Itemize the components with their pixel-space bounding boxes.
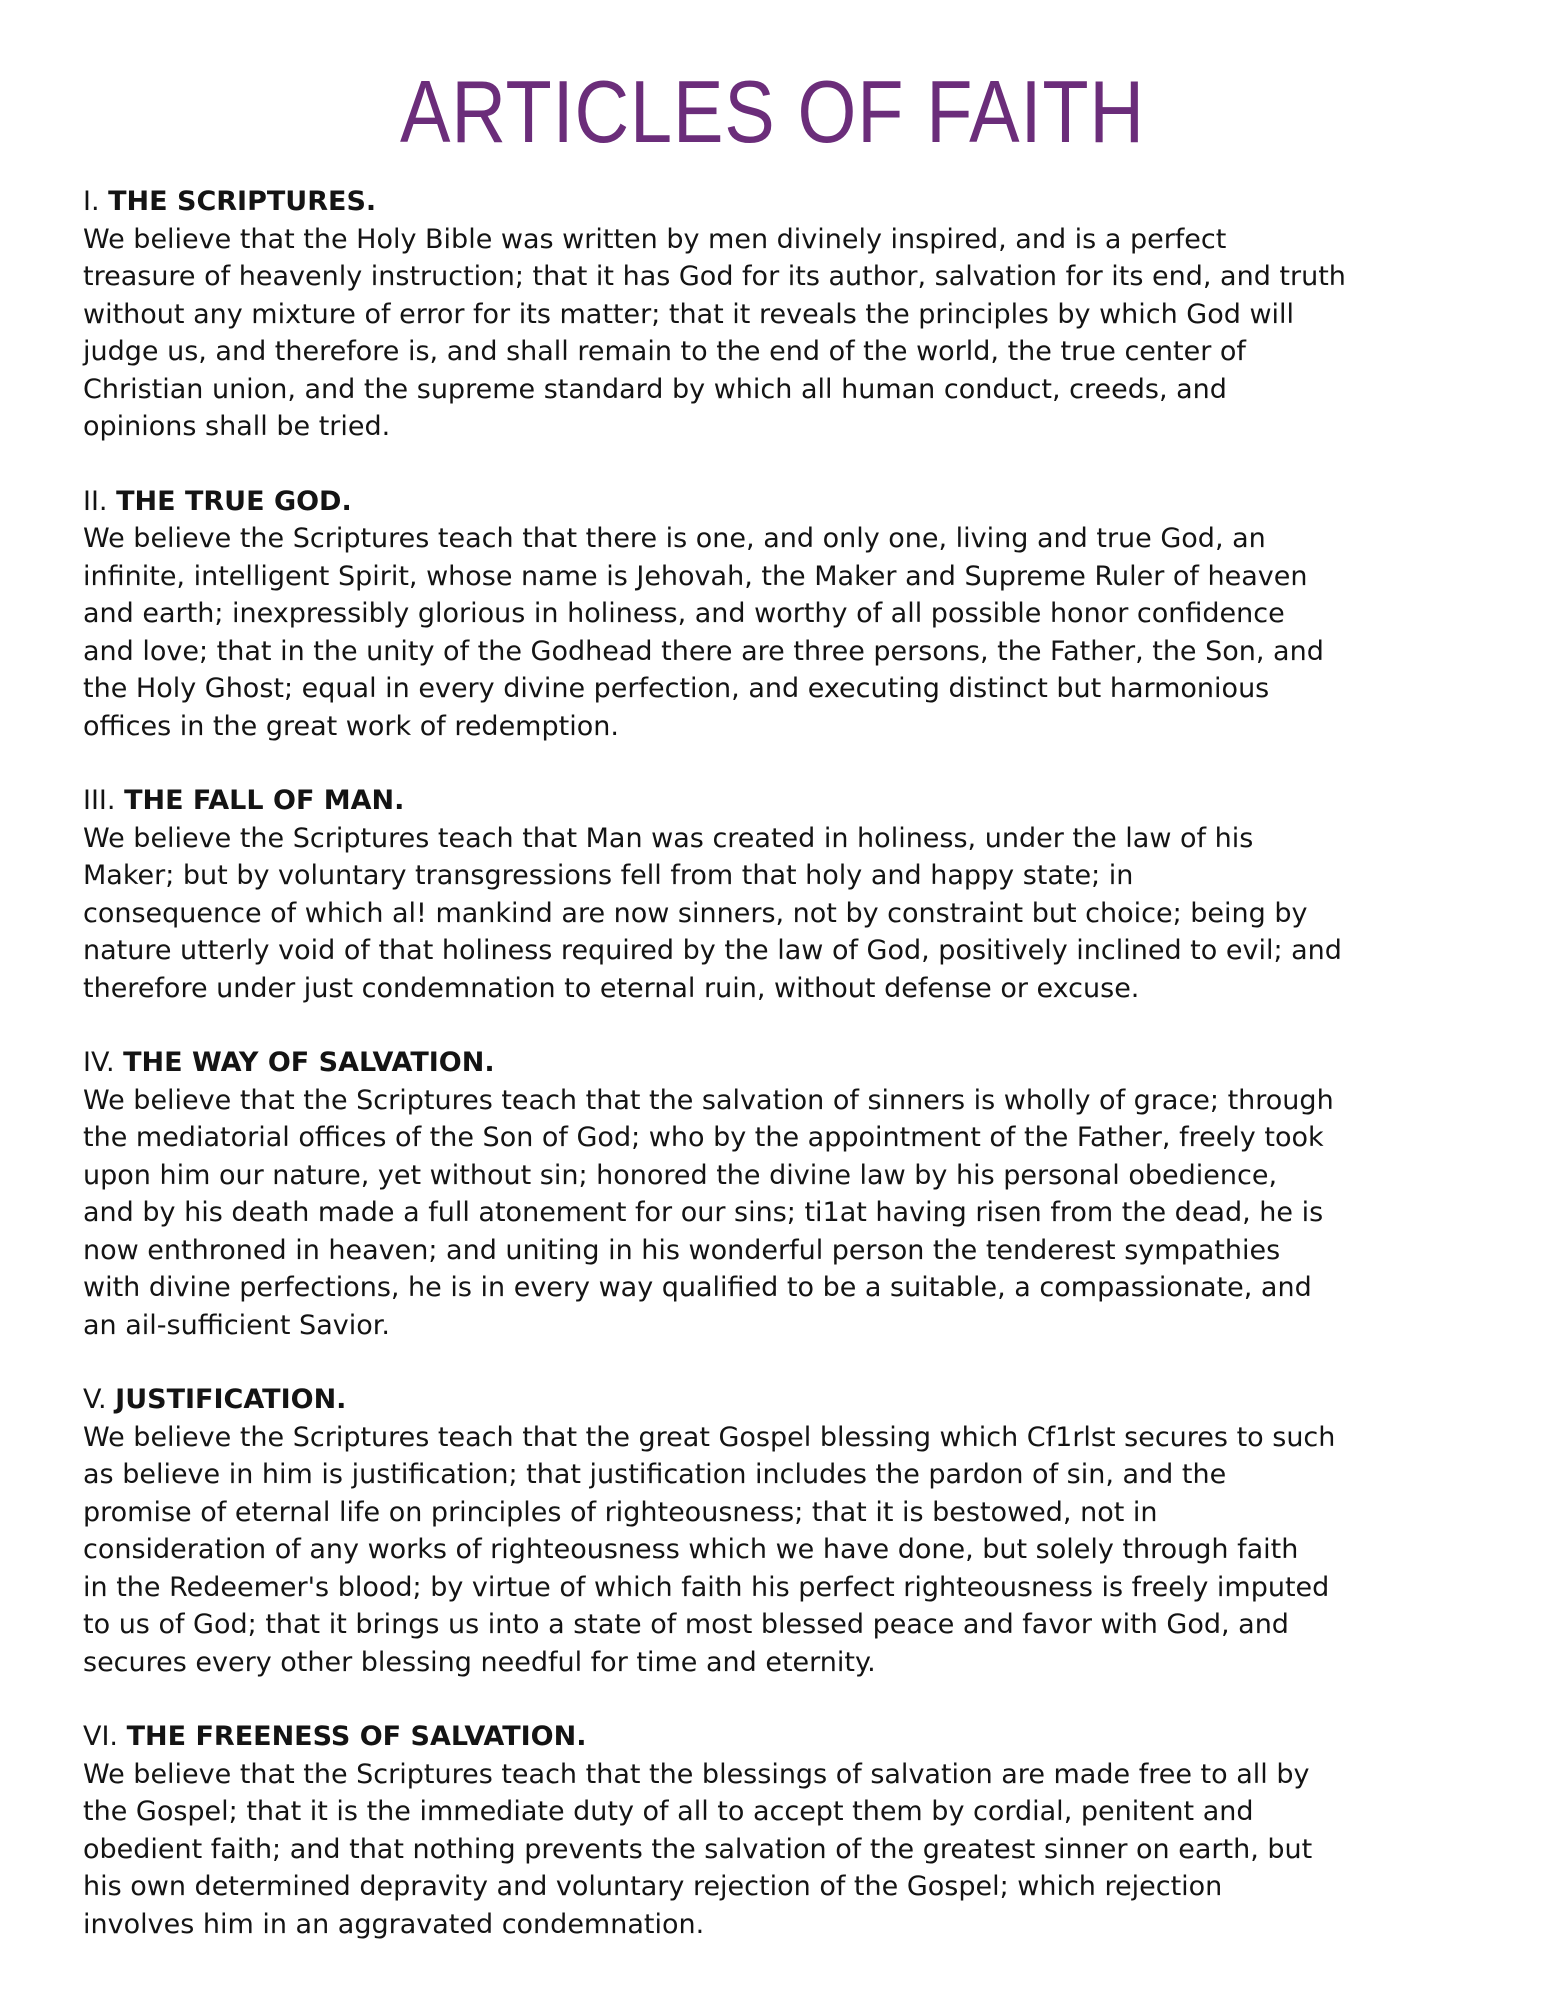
article-title: THE WAY OF SALVATION. (123, 1047, 495, 1078)
article-body-line: involves him in an aggravated condemnation. (83, 1908, 705, 1940)
article-body-line: therefore under just condemnation to eternal ruin, without defense or excuse. (83, 972, 1140, 1004)
article-body-line: the mediatorial offices of the Son of God; who by the appointment of the Father, freely took (83, 1122, 1324, 1153)
article-body (83, 520, 1483, 745)
article-title: THE FREENESS OF SALVATION. (126, 1721, 587, 1752)
article-section (83, 1044, 1483, 1344)
article-body-line: judge us, and therefore is, and shall remain to the end of the world, the true center of (83, 336, 1246, 367)
article-title: THE FALL OF MAN. (124, 785, 405, 816)
article-section (83, 183, 1483, 446)
article-body-line: to us of God; that it brings us into a state of most blessed peace and favor with God, and (83, 1609, 1289, 1640)
article-section (83, 1718, 1483, 1943)
article-body-line: and earth; inexpressibly glorious in holiness, and worthy of all possible honor confidence (83, 598, 1285, 629)
article-heading (83, 1381, 1483, 1419)
article-heading (83, 183, 1483, 221)
article-body-line: obedient faith; and that nothing prevents the salvation of the greatest sinner on earth, but (83, 1833, 1313, 1865)
article-body-line: We believe the Scriptures teach that the great Gospel blessing which Cf1rlst secures to such (83, 1421, 1336, 1453)
article-body-line: offices in the great work of redemption. (83, 710, 619, 742)
article-title: JUSTIFICATION. (115, 1384, 347, 1415)
article-body-line: We believe the Scriptures teach that there is one, and only one, living and true God, an (83, 523, 1266, 554)
article-numeral: III. (83, 785, 116, 816)
article-body-line: infinite, intelligent Spirit, whose name is Jehovah, the Maker and Supreme Ruler of heaven (83, 560, 1308, 592)
article-body-line: promise of eternal life on principles of righteousness; that it is bestowed, not in (83, 1496, 1158, 1528)
article-body-line: and by his death made a full atonement for our sins; ti1at having risen from the dead, he is (83, 1197, 1324, 1228)
article-body-line: We believe that the Scriptures teach that the salvation of sinners is wholly of grace; through (83, 1084, 1334, 1116)
article-body-line: in the Redeemer's blood; by virtue of which faith his perfect righteousness is freely imputed (83, 1571, 1330, 1603)
article-body-line: without any mixture of error for its matter; that it reveals the principles by which God will (83, 298, 1295, 330)
article-body-line: nature utterly void of that holiness required by the law of God, positively inclined to evil; and (83, 935, 1342, 966)
article-body (83, 221, 1483, 446)
article-body-line: treasure of heavenly instruction; that it has God for its author, salvation for its end, and truth (83, 261, 1346, 292)
article-body (83, 820, 1483, 1008)
article-heading (83, 782, 1483, 820)
article-title: THE SCRIPTURES. (108, 186, 377, 217)
article-body-line: consequence of which al! mankind are now sinners, not by constraint but choice; being by (83, 897, 1308, 929)
article-heading (83, 1044, 1483, 1082)
article-section (83, 1381, 1483, 1681)
article-body-line: consideration of any works of righteousness which we have done, but solely through faith (83, 1534, 1299, 1565)
article-body-line: Christian union, and the supreme standard by which all human conduct, creeds, and (83, 373, 1227, 405)
article-body-line: We believe that the Scriptures teach that the blessings of salvation are made free to all by (83, 1758, 1310, 1790)
article-body (83, 1419, 1483, 1682)
article-body-line: the Gospel; that it is the immediate duty of all to accept them by cordial, penitent and (83, 1796, 1254, 1827)
article-body-line: We believe that the Holy Bible was written by men divinely inspired, and is a perfect (83, 223, 1227, 255)
article-body-line: as believe in him is justification; that justification includes the pardon of sin, and the (83, 1459, 1227, 1490)
article-numeral: VI. (83, 1721, 119, 1752)
article-body-line: We believe the Scriptures teach that Man was created in holiness, under the law of his (83, 822, 1254, 854)
article-title: THE TRUE GOD. (116, 485, 352, 517)
article-body-line: with divine perfections, he is in every way qualified to be a suitable, a compassionate, and (83, 1272, 1312, 1303)
article-body-line: upon him our nature, yet without sin; honored the divine law by his personal obedience, (83, 1159, 1278, 1191)
articles-list (83, 183, 1483, 1980)
article-body-line: the Holy Ghost; equal in every divine perfection, and executing distinct but harmonious (83, 673, 1270, 704)
article-heading (83, 1718, 1483, 1756)
article-heading (83, 483, 1483, 521)
article-numeral: I. (83, 186, 100, 217)
article-numeral: IV. (83, 1047, 115, 1078)
page-title: ARTICLES OF FAITH (400, 62, 1145, 161)
article-body-line: now enthroned in heaven; and uniting in his wonderful person the tenderest sympathies (83, 1234, 1281, 1266)
article-section (83, 782, 1483, 1007)
article-body-line: his own determined depravity and voluntary rejection of the Gospel; which rejection (83, 1871, 1223, 1902)
article-body-line: opinions shall be tried. (83, 411, 391, 442)
article-body-line: secures every other blessing needful for time and eternity. (83, 1646, 876, 1678)
article-body (83, 1756, 1483, 1944)
article-body-line: Maker; but by voluntary transgressions fell from that holy and happy state; in (83, 860, 1134, 891)
article-section (83, 483, 1483, 746)
article-body-line: and love; that in the unity of the Godhead there are three persons, the Father, the Son, and (83, 635, 1324, 667)
article-numeral: II. (83, 485, 108, 517)
article-numeral: V. (83, 1384, 107, 1415)
article-body (83, 1082, 1483, 1345)
article-body-line: an ail-sufficient Savior. (83, 1309, 390, 1341)
